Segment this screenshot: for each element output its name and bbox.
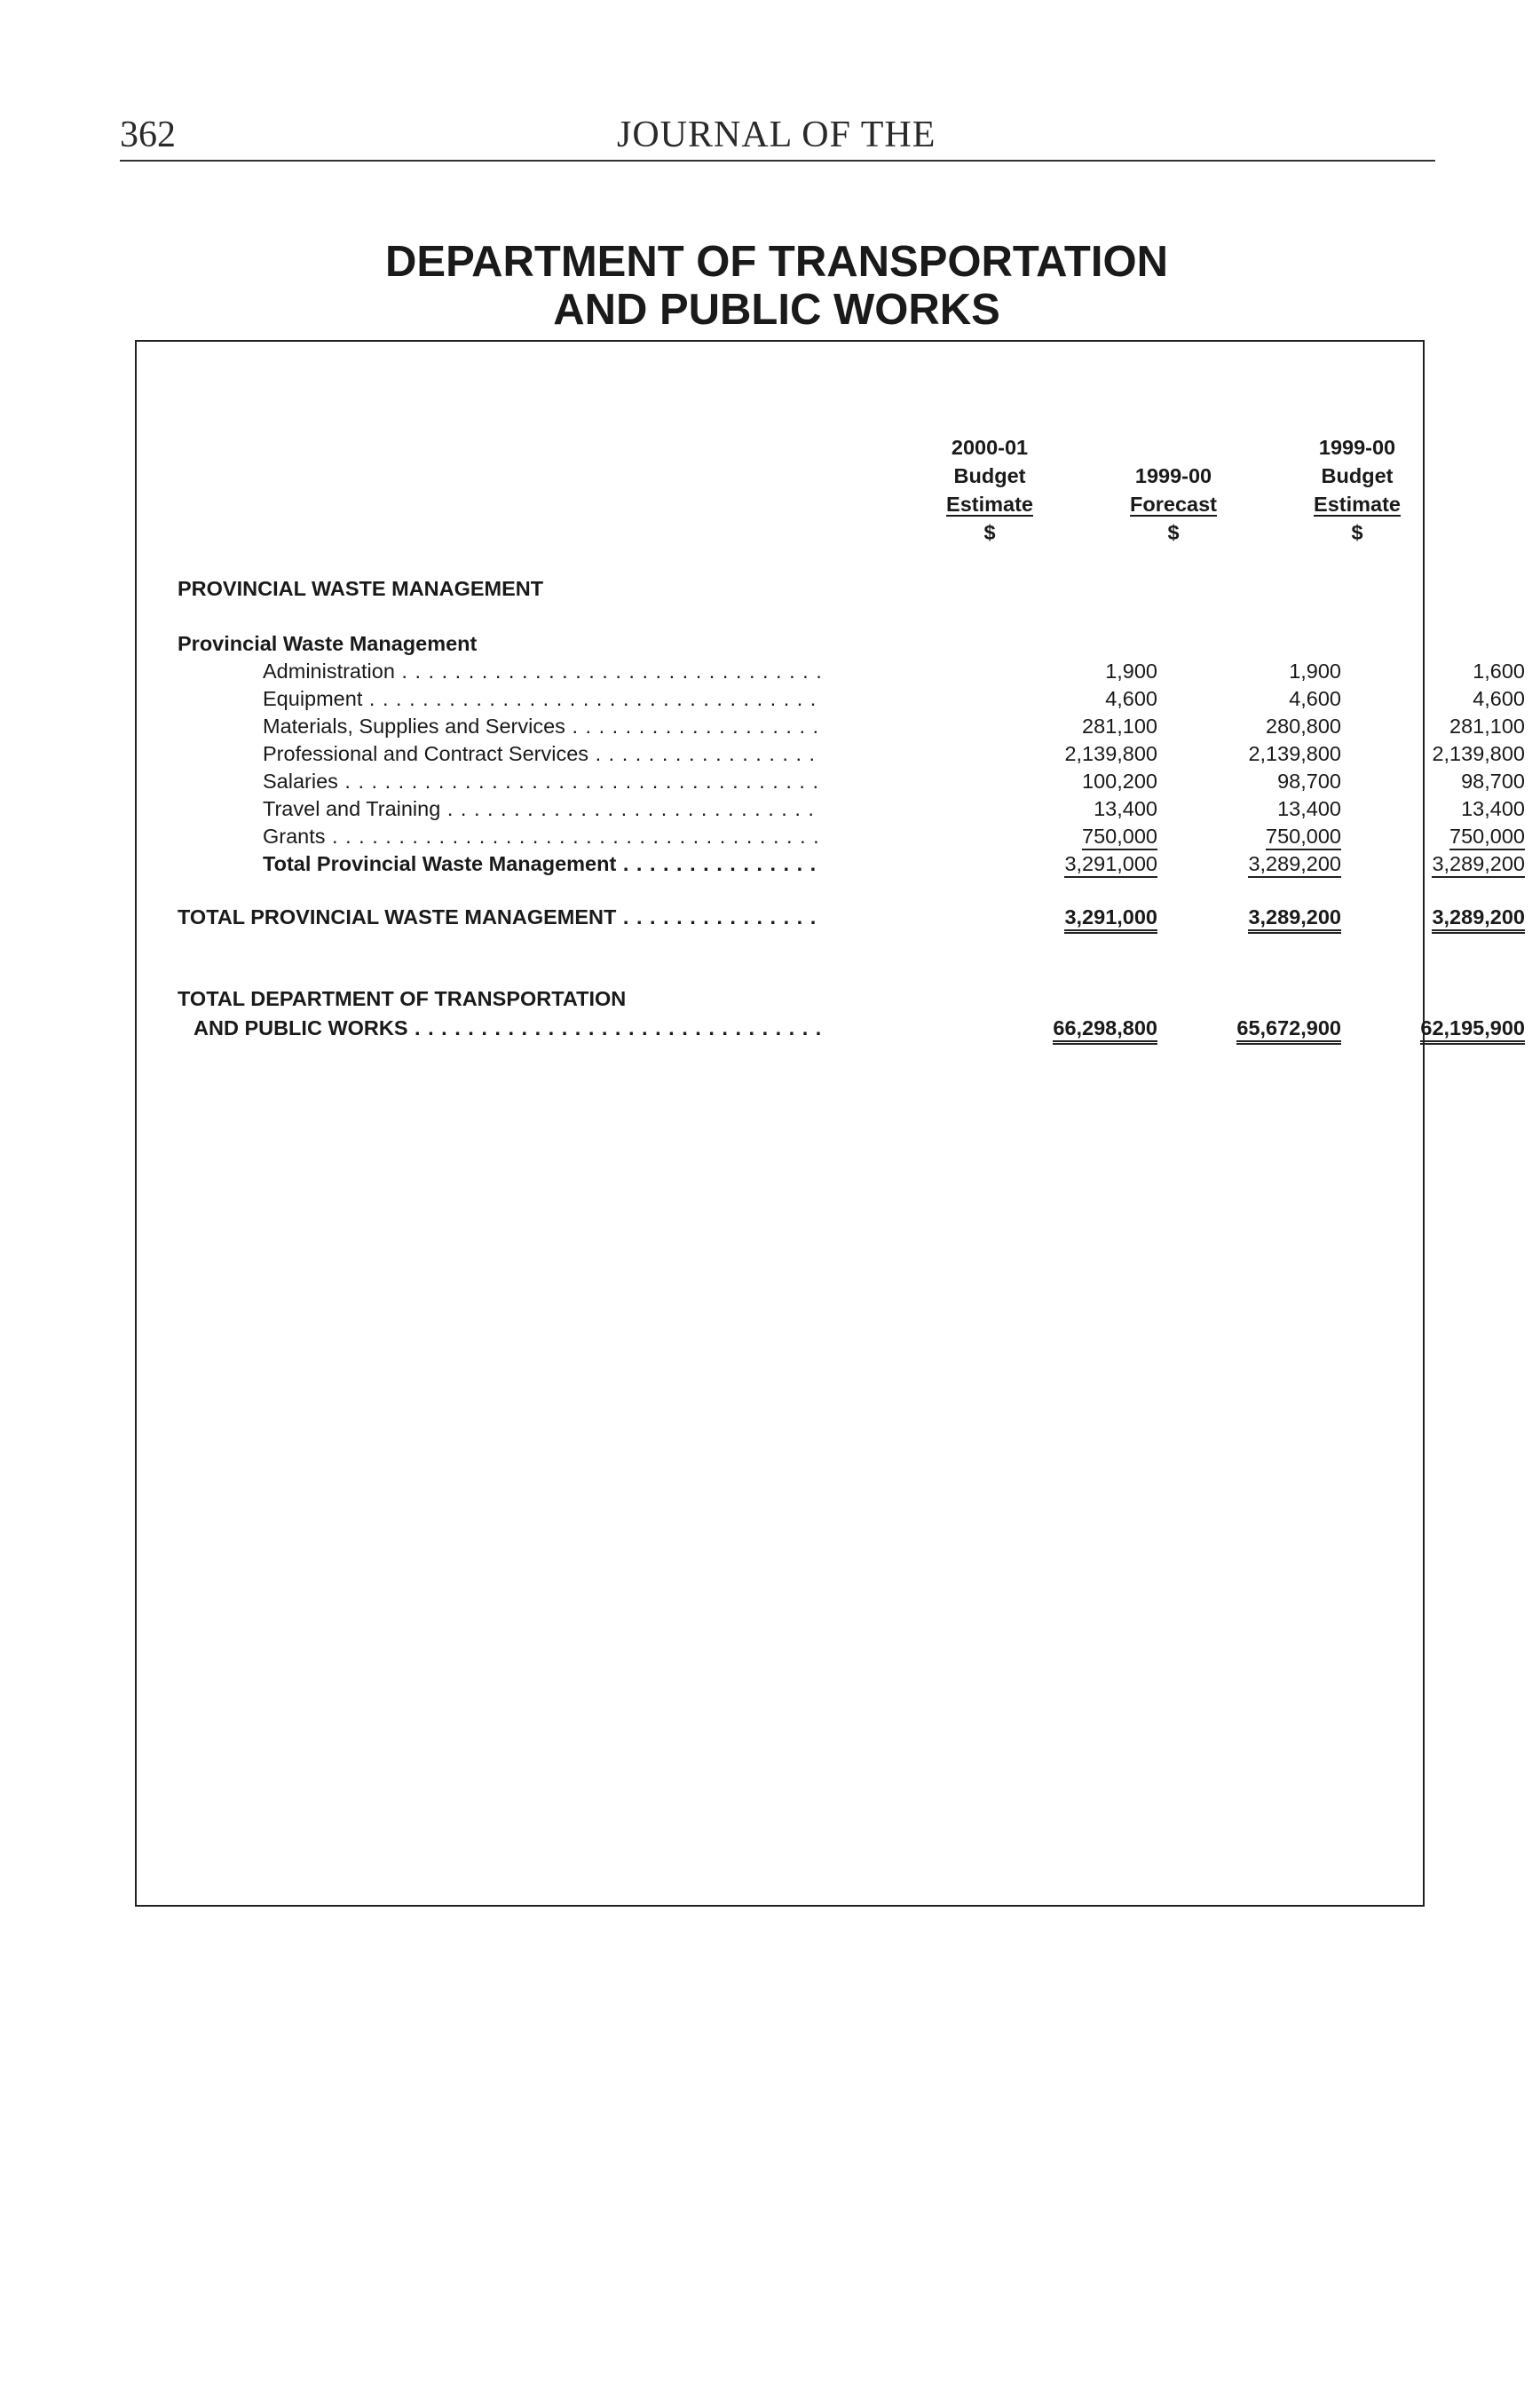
value-text: 3,291,000	[1064, 905, 1157, 934]
column-header-line: Budget	[953, 464, 1026, 487]
row-value-2000-01: 4,600	[1105, 687, 1157, 710]
section-total-value-1999-00	[1374, 905, 1525, 929]
table-row-salaries	[263, 770, 1525, 797]
row-value-2000-01: 2,139,800	[1064, 742, 1157, 765]
subsection-title: Provincial Waste Management	[178, 632, 478, 655]
row-value-2000-01: 1,900	[1105, 660, 1157, 683]
table-row-administration	[263, 660, 1525, 687]
subtotal-value-forecast	[1190, 852, 1341, 876]
row-value-1999-00: 2,139,800	[1432, 742, 1525, 765]
row-value-1999-00: 98,700	[1461, 770, 1525, 793]
header-rule	[120, 160, 1435, 162]
row-value-1999-00: 4,600	[1473, 687, 1525, 710]
value-text: 750,000	[1266, 825, 1341, 850]
value-text: 750,000	[1082, 825, 1157, 850]
column-header-line: 2000-01	[951, 436, 1029, 459]
subtotal-value-2000-01	[1007, 852, 1157, 876]
currency-symbol: $	[983, 521, 996, 544]
currency-symbol: $	[1167, 521, 1180, 544]
department-title	[266, 238, 1287, 334]
row-value-1999-00	[1374, 825, 1525, 849]
value-text: 3,289,200	[1248, 905, 1341, 934]
value-text: 3,289,200	[1432, 905, 1525, 934]
table-row-section-total	[178, 905, 1525, 933]
row-value-1999-00: 13,400	[1461, 797, 1525, 820]
value-text: 3,289,200	[1248, 852, 1341, 878]
grand-total-value-1999-00	[1374, 1016, 1525, 1040]
column-header-line: Estimate	[946, 493, 1033, 516]
row-value-2000-01: 13,400	[1094, 797, 1157, 820]
grand-total-label-line-2: AND PUBLIC WORKS . . .	[193, 1016, 822, 1040]
row-label: Grants . . .	[263, 825, 822, 849]
subtotal-value-1999-00	[1374, 852, 1525, 876]
section-title: PROVINCIAL WASTE MANAGEMENT	[178, 577, 544, 600]
row-value-forecast: 1,900	[1289, 660, 1341, 683]
column-header-budget-estimate-2000-01	[914, 433, 1065, 547]
row-value-2000-01: 281,100	[1082, 715, 1157, 738]
running-head	[120, 114, 1433, 162]
column-header-line: 1999-00	[1134, 464, 1212, 487]
column-header-line: 1999-00	[1318, 436, 1396, 459]
table-row-equipment	[263, 687, 1525, 715]
row-value-1999-00: 281,100	[1449, 715, 1525, 738]
value-text: 3,289,200	[1432, 852, 1525, 878]
value-text: 750,000	[1449, 825, 1525, 850]
row-value-1999-00: 1,600	[1473, 660, 1525, 683]
row-value-forecast: 4,600	[1289, 687, 1341, 710]
department-title-line-1: DEPARTMENT OF TRANSPORTATION	[385, 238, 1168, 286]
table-row-grants	[263, 825, 1525, 852]
column-header-budget-estimate-1999-00	[1282, 433, 1433, 547]
row-label: Equipment . . .	[263, 687, 822, 711]
row-label: Administration . . .	[263, 660, 822, 683]
table-row-grand-total	[193, 1016, 1525, 1044]
journal-name: JOURNAL OF THE	[617, 115, 936, 155]
value-text: 65,672,900	[1236, 1016, 1341, 1045]
section-total-value-2000-01	[1007, 905, 1157, 929]
table-row-travel-training	[263, 797, 1525, 825]
value-text: 3,291,000	[1064, 852, 1157, 878]
table-row-subtotal	[263, 852, 1525, 880]
section-total-value-forecast	[1190, 905, 1341, 929]
table-row-professional-contract-services	[263, 742, 1525, 770]
value-text: 62,195,900	[1420, 1016, 1525, 1045]
row-value-forecast	[1190, 825, 1341, 849]
column-header-line: Forecast	[1130, 493, 1217, 516]
department-title-line-2: AND PUBLIC WORKS	[553, 286, 1000, 334]
subtotal-label: Total Provincial Waste Management . . .	[263, 852, 822, 876]
row-label: Materials, Supplies and Services . . .	[263, 715, 822, 739]
column-header-line: Estimate	[1314, 493, 1401, 516]
row-value-forecast: 280,800	[1266, 715, 1341, 738]
value-text: 66,298,800	[1053, 1016, 1157, 1045]
table-frame	[135, 340, 1425, 1907]
table-row-materials-supplies-services	[263, 715, 1525, 742]
page-number: 362	[120, 115, 176, 155]
grand-total-value-2000-01	[1007, 1016, 1157, 1040]
column-header-line: Budget	[1321, 464, 1394, 487]
grand-total-value-forecast	[1190, 1016, 1341, 1040]
column-header-forecast-1999-00	[1098, 462, 1249, 547]
row-value-forecast: 98,700	[1277, 770, 1341, 793]
row-value-forecast: 2,139,800	[1248, 742, 1341, 765]
row-label: Salaries . . .	[263, 770, 822, 794]
row-value-forecast: 13,400	[1277, 797, 1341, 820]
row-label: Professional and Contract Services . . .	[263, 742, 822, 766]
row-label: Travel and Training . . .	[263, 797, 822, 821]
grand-total-label-line-1: TOTAL DEPARTMENT OF TRANSPORTATION	[178, 987, 627, 1010]
section-total-label: TOTAL PROVINCIAL WASTE MANAGEMENT . . .	[178, 905, 822, 929]
currency-symbol: $	[1351, 521, 1363, 544]
row-value-2000-01	[1007, 825, 1157, 849]
row-value-2000-01: 100,200	[1082, 770, 1157, 793]
